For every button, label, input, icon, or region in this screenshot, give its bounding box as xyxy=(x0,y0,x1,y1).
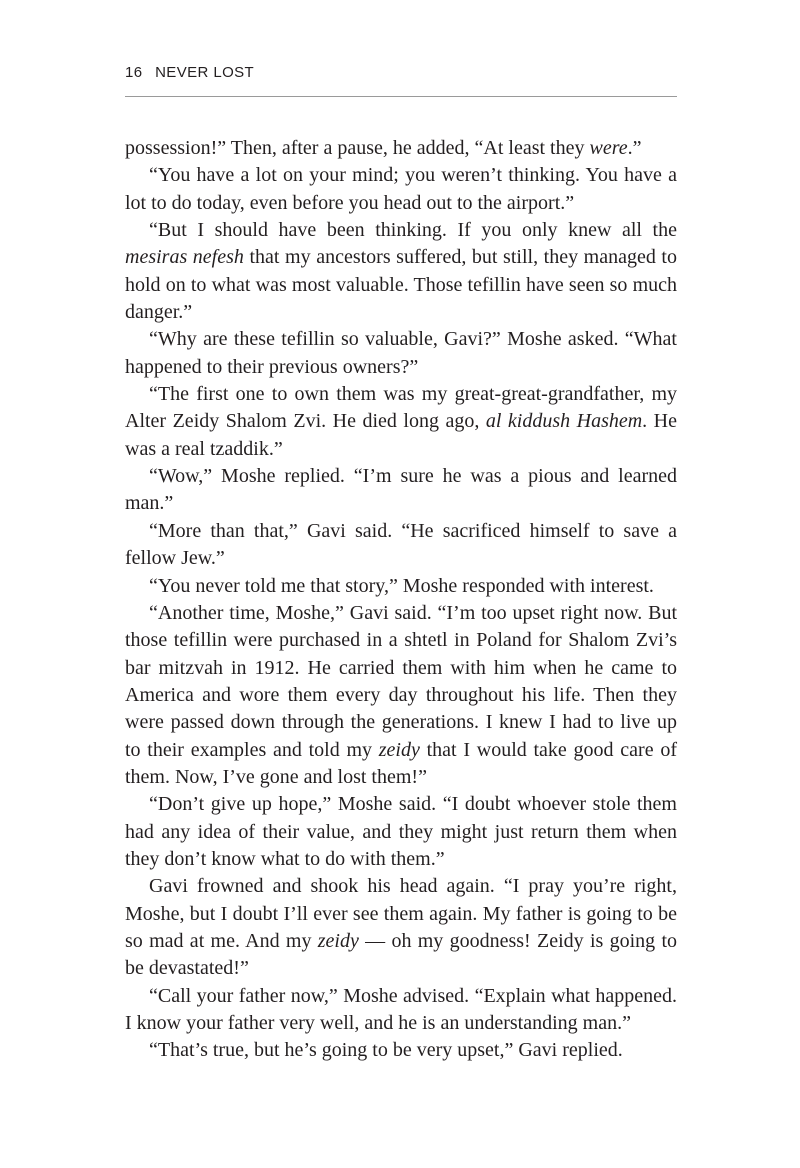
text-run: Gavi frowned and shook his head again. “I pray you’re right, Moshe, but I doubt I’ll ever see them again. My father is going to be so mad at me. And my xyxy=(125,875,677,952)
text-run: . He was a real tzaddik.” xyxy=(125,410,677,460)
paragraph-4 xyxy=(125,326,677,381)
text-run: that I would take good care of them. Now, I’ve gone and lost them!” xyxy=(125,738,677,788)
text-run: “That’s true, but he’s going to be very upset,” Gavi replied. xyxy=(149,1039,623,1062)
italic-text-run: were xyxy=(589,137,628,159)
paragraph-6 xyxy=(125,463,677,518)
paragraph-1 xyxy=(125,135,677,162)
text-run: — oh my goodness! Zeidy is going to be devastated!” xyxy=(125,929,677,980)
text-run: “But I should have been thinking. If you only knew all the xyxy=(149,219,677,242)
running-head xyxy=(125,64,677,81)
text-run: “Why are these tefillin so valuable, Gavi?” Moshe asked. “What happened to their previous owners?” xyxy=(125,328,677,378)
text-run: “More than that,” Gavi said. “He sacrificed himself to save a fellow Jew.” xyxy=(125,519,677,570)
text-run: “Don’t give up hope,” Moshe said. “I doubt whoever stole them had any idea of their value, and they might just return them when they don’t know what to do with them.” xyxy=(125,793,677,870)
text-run: “Another time, Moshe,” Gavi said. “I’m too upset right now. But those tefillin were purchased in a shtetl in Poland for Shalom Zvi’s bar mitzvah in 1912. He carried them with him when he came to America and wore them every day throughout his life. Then they were passed down through the generations. I knew I had to live up to their examples and told my xyxy=(125,601,677,761)
paragraph-10 xyxy=(125,791,677,873)
text-run: that my ancestors suffered, but still, they managed to hold on to what was most valuable. Those tefillin have seen so much danger.” xyxy=(125,246,677,324)
italic-text-run: zeidy xyxy=(317,929,359,952)
paragraph-7 xyxy=(125,518,677,573)
italic-text-run: mesiras nefesh xyxy=(125,246,244,269)
paragraph-9 xyxy=(125,600,677,791)
page-number: 16 xyxy=(125,64,143,81)
text-run: “You have a lot on your mind; you weren’t thinking. You have a lot to do today, even before you head out to the airport.” xyxy=(125,164,677,214)
text-run: “Wow,” Moshe replied. “I’m sure he was a pious and learned man.” xyxy=(125,465,677,515)
paragraph-2 xyxy=(125,162,677,217)
italic-text-run: al kiddush Hashem xyxy=(485,410,643,433)
text-run: “Call your father now,” Moshe advised. “Explain what happened. I know your father very well, and he is an understanding man.” xyxy=(125,984,677,1034)
paragraph-12 xyxy=(125,983,677,1038)
paragraph-3 xyxy=(125,217,677,326)
text-run: possession!” Then, after a pause, he added, “At least they xyxy=(125,137,590,159)
paragraph-5 xyxy=(125,381,677,463)
italic-text-run: zeidy xyxy=(378,738,420,761)
body-text xyxy=(125,135,677,1065)
paragraph-8 xyxy=(125,573,677,600)
text-run: “You never told me that story,” Moshe responded with interest. xyxy=(149,574,654,597)
running-title: NEVER LOST xyxy=(155,64,255,81)
text-run: .” xyxy=(627,137,642,159)
header-rule xyxy=(125,96,677,97)
text-run: “The first one to own them was my great-great-grandfather, my Alter Zeidy Shalom Zvi. He died long ago, xyxy=(125,383,677,433)
paragraph-13 xyxy=(125,1037,677,1064)
paragraph-11 xyxy=(125,873,677,982)
